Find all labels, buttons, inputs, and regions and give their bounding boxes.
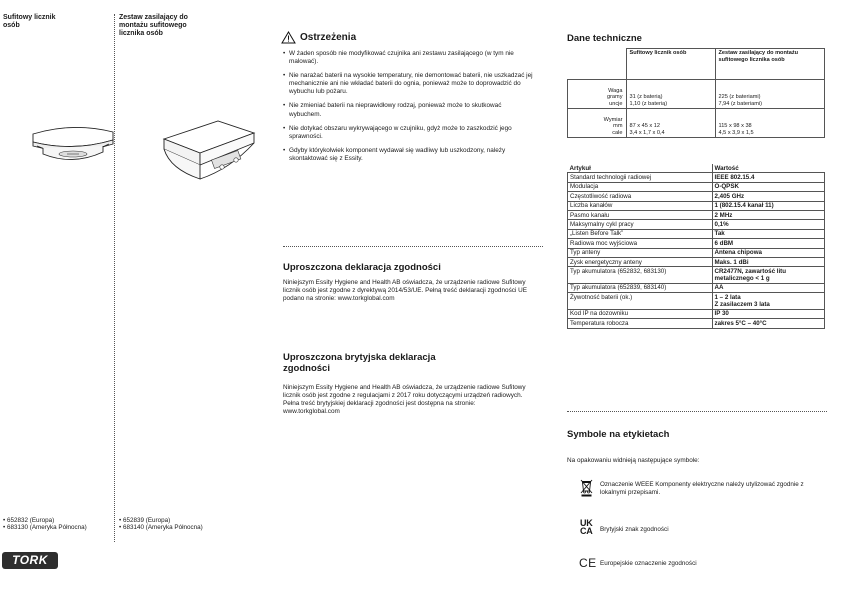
spec-header: Artykuł xyxy=(568,164,713,173)
spec-value: O-QPSK xyxy=(712,182,825,191)
spec-value: 2,405 GHz xyxy=(712,192,825,201)
tech-data-title: Dane techniczne xyxy=(567,33,642,44)
spec-value: IP 30 xyxy=(712,309,825,318)
weee-bin-icon xyxy=(580,478,593,497)
warning-item: • Gdyby którykolwiek komponent wydawał się wadliwy lub uszkodzony, należy skontaktować się z Essity. xyxy=(283,147,533,163)
ce-text: Europejskie oznaczenie zgodności xyxy=(600,560,697,567)
spec-label: „Listen Before Talk” xyxy=(568,229,713,238)
column-divider xyxy=(114,14,115,542)
warning-item: • Nie zmieniać baterii na nieprawidłowy rodzaj, ponieważ może to skutkować wybuchem. xyxy=(283,102,533,118)
section-divider xyxy=(567,411,827,412)
product-codes-power-kit xyxy=(119,517,203,532)
spec-label: Częstotliwość radiowa xyxy=(568,192,713,201)
code-europe: • 652832 (Europa) xyxy=(3,517,55,524)
uk-declaration-title: Uproszczona brytyjska deklaracja zgodności xyxy=(283,352,436,374)
code-north-america: • 683140 (Ameryka Północna) xyxy=(119,524,203,532)
tech-cell: 31 (z baterią) 1,10 (z baterią) xyxy=(626,80,715,109)
symbols-title: Symbole na etykietach xyxy=(567,429,670,440)
spec-value: Tak xyxy=(712,229,825,238)
spec-label: Radiowa moc wyjściowa xyxy=(568,239,713,248)
spec-label: Modulacja xyxy=(568,182,713,191)
spec-value: 2 MHz xyxy=(712,210,825,219)
spec-value: 1 – 2 lata Z zasilaczem 3 lata xyxy=(712,293,825,310)
ukca-text: Brytyjski znak zgodności xyxy=(600,526,669,533)
product-title-counter: Sufitowy licznik osób xyxy=(3,14,56,29)
spec-value: zakres 5°C – 40°C xyxy=(712,319,825,328)
tech-row-label: Waga gramy uncje xyxy=(568,80,627,109)
symbols-intro: Na opakowaniu widnieją następujące symbole: xyxy=(567,457,700,464)
ceiling-counter-sensor-image xyxy=(27,124,119,164)
spec-label: Żywotność baterii (ok.) xyxy=(568,293,713,310)
eu-declaration-text: Niniejszym Essity Hygiene and Health AB oświadcza, że urządzenie radiowe Sufitowy licznik osób jest zgodne z dyrektywą 2014/53/UE. Pełną treść deklaracji zgodności UE podano na stronie: www.torkglobal.com xyxy=(283,279,528,303)
spec-label: Kod IP na dozowniku xyxy=(568,309,713,318)
spec-label: Typ akumulatora (652832, 683130) xyxy=(568,267,713,284)
tech-row-label: Wymiar mm cale xyxy=(568,109,627,138)
warnings-title: Ostrzeżenia xyxy=(300,32,357,43)
warning-triangle-icon xyxy=(281,31,296,44)
spec-label: Temperatura robocza xyxy=(568,319,713,328)
spec-value: AA xyxy=(712,283,825,292)
warnings-list xyxy=(283,50,533,169)
tech-cell: 115 x 98 x 38 4,5 x 3,9 x 1,5 xyxy=(715,109,825,138)
ce-icon: CE xyxy=(579,556,597,570)
eu-declaration-title: Uproszczona deklaracja zgodności xyxy=(283,262,441,273)
code-europe: • 652839 (Europa) xyxy=(119,517,171,524)
tork-logo: TORK xyxy=(2,552,58,569)
spec-value: 0,1% xyxy=(712,220,825,229)
warning-item: • Nie narażać baterii na wysokie temperatury, nie demontować baterii, nie uszkadzać jej mechanicznie ani nie wkładać baterii do ognia, ponieważ może to doprowadzić do wybuchu lub pożaru. xyxy=(283,72,533,96)
spec-value: 1 (802.15.4 kanał 11) xyxy=(712,201,825,210)
tech-data-table xyxy=(567,48,825,138)
spec-value: 6 dBM xyxy=(712,239,825,248)
spec-value: Maks. 1 dBi xyxy=(712,257,825,266)
product-codes-counter xyxy=(3,517,87,532)
tech-col-header: Sufitowy licznik osób xyxy=(626,49,715,80)
spec-value: CR2477N, zawartość litu metalicznego < 1 g xyxy=(712,267,825,284)
spec-value: IEEE 802.15.4 xyxy=(712,173,825,182)
spec-label: Typ anteny xyxy=(568,248,713,257)
weee-text: Oznaczenie WEEE Komponenty elektryczne należy utylizować zgodnie z lokalnymi przepisami. xyxy=(600,481,804,496)
warning-item: • W żaden sposób nie modyfikować czujnika ani zestawu zasilającego (w tym nie malować). xyxy=(283,50,533,66)
tech-cell: 225 (z bateriami) 7,94 (z bateriami) xyxy=(715,80,825,109)
ukca-icon: UK CA xyxy=(580,518,593,536)
spec-label: Zysk energetyczny anteny xyxy=(568,257,713,266)
spec-value: Antena chipowa xyxy=(712,248,825,257)
spec-header: Wartość xyxy=(712,164,825,173)
spec-label: Pasmo kanału xyxy=(568,210,713,219)
spec-label: Maksymalny cykl pracy xyxy=(568,220,713,229)
product-title-power-kit: Zestaw zasilający do montażu sufitowego licznika osób xyxy=(119,14,188,37)
warning-item: • Nie dotykać obszaru wykrywającego w czujniku, gdyż może to zaszkodzić jego sprawności. xyxy=(283,125,533,141)
spec-label: Liczba kanałów xyxy=(568,201,713,210)
spec-label: Standard technologii radiowej xyxy=(568,173,713,182)
tech-corner-cell xyxy=(568,49,627,80)
code-north-america: • 683130 (Ameryka Północna) xyxy=(3,524,87,532)
spec-label: Typ akumulatora (652839, 683140) xyxy=(568,283,713,292)
spec-table xyxy=(567,164,825,329)
tech-cell: 87 x 45 x 12 3,4 x 1,7 x 0,4 xyxy=(626,109,715,138)
power-kit-image xyxy=(160,117,258,185)
section-divider xyxy=(283,246,543,247)
uk-declaration-text: Niniejszym Essity Hygiene and Health AB oświadcza, że urządzenie radiowe Sufitowy licznik osób jest zgodne z regulacjami z 2017 roku dotyczącymi urządzeń radiowych. Pełna treść brytyjskiej deklaracji zgodności jest dostępna na stronie: www.torkglobal.com xyxy=(283,384,526,416)
tech-col-header: Zestaw zasilający do montażu sufitowego licznika osób xyxy=(715,49,825,80)
